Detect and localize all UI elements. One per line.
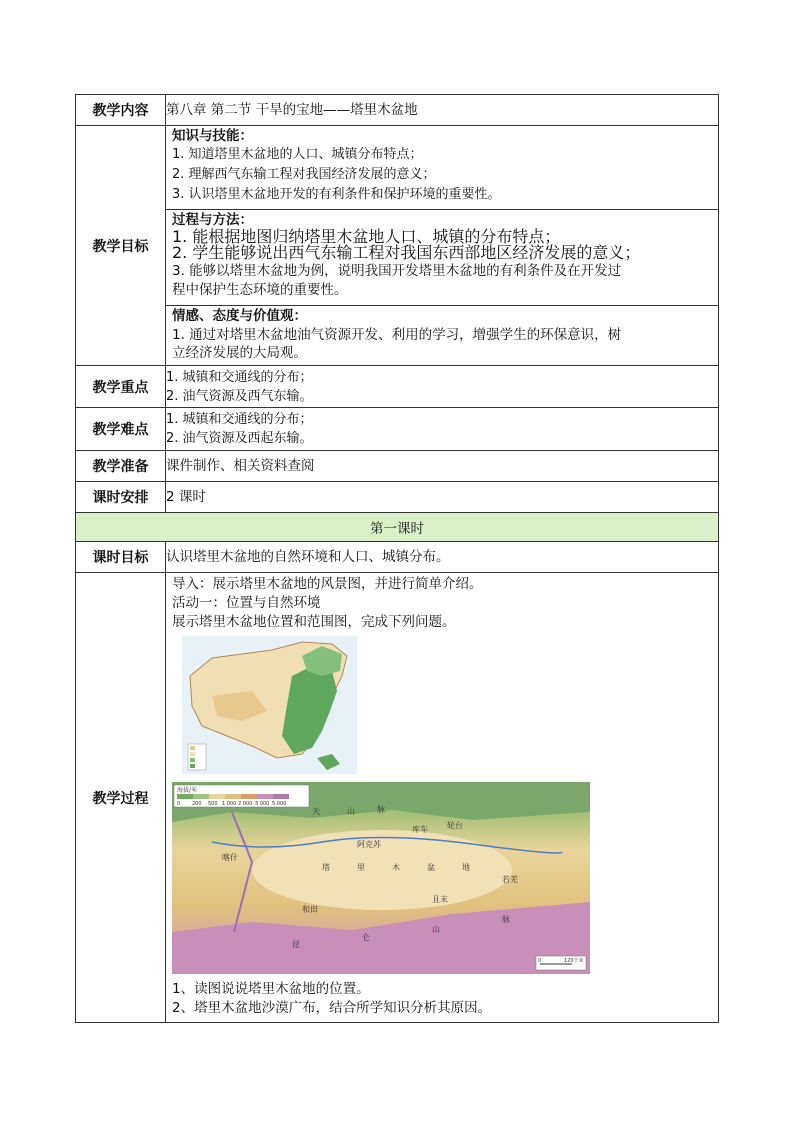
map-label: 昆 [292,940,300,949]
map-label: 若羌 [502,875,518,884]
key-point-item: 1. 城镇和交通线的分布； [166,369,313,385]
process-item: 程中保护生态环境的重要性。 [172,282,348,298]
map-label: 喀什 [222,853,238,862]
lesson-band: 第一课时 [76,513,719,542]
label-objectives: 教学目标 [76,126,166,366]
objectives-process [166,209,718,305]
legend-tick: 1 000 [222,801,237,807]
legend-tick: 5 000 [272,801,287,807]
process-line: 导入：展示塔里木盆地的风景图，并进行简单介绍。 [172,576,483,592]
map-label: 山 [347,807,355,816]
legend-tick: 500 [208,801,218,807]
china-map-image [182,636,357,774]
knowledge-item: 2. 理解西气东输工程对我国经济发展的意义； [172,167,436,182]
process-question: 2、塔里木盆地沙漠广布，结合所学知识分析其原因。 [172,1000,492,1016]
difficulties-cell [166,408,719,451]
value-content: 第八章 第二节 干旱的宝地——塔里木盆地 [166,95,719,126]
key-point-item: 2. 油气资源及西气东输。 [166,388,313,404]
legend-title: 海拔/米 [177,787,198,794]
map-label: 木 [392,863,400,872]
process-item: 2. 学生能够说出西气东输工程对我国东西部地区经济发展的意义； [172,243,641,262]
emotion-title: 情感、态度与价值观： [172,308,307,324]
map-label: 且末 [432,895,448,904]
scale-zero: 0 [538,958,542,964]
emotion-item: 1. 通过对塔里木盆地油气资源开发、利用的学习，增强学生的环保意识，树 [172,327,622,343]
label-process: 教学过程 [76,573,166,1023]
knowledge-item: 3. 认识塔里木盆地开发的有利条件和保护环境的重要性。 [172,187,501,202]
label-content: 教学内容 [76,95,166,126]
map-label: 阿克苏 [357,840,381,849]
lesson-plan-table [75,94,719,1023]
difficulty-item: 1. 城镇和交通线的分布； [166,412,313,427]
map-label: 地 [462,863,470,872]
legend-tick: 2 000 [238,801,253,807]
map-label: 塔 [322,863,330,872]
difficulty-item: 2. 油气资源及西起东输。 [166,431,313,446]
map-label: 脉 [377,805,385,814]
process-title: 过程与方法： [172,212,253,228]
objectives-cell [166,126,719,366]
label-lesson-goal: 课时目标 [76,542,166,573]
objectives-emotion [166,305,718,365]
map-label: 脉 [502,915,510,924]
process-line: 活动一：位置与自然环境 [172,595,321,611]
legend-tick: 3 000 [255,801,270,807]
knowledge-item: 1. 知道塔里木盆地的人口、城镇分布特点； [172,147,423,162]
map-label: 和田 [302,905,318,914]
label-difficulties: 教学难点 [76,408,166,451]
legend-tick: 0 [177,801,181,807]
process-line: 展示塔里木盆地位置和范围图，完成下列问题。 [172,614,456,630]
value-preparation: 课件制作、相关资料查阅 [166,451,719,482]
map-label: 天 [312,807,320,816]
tarim-basin-map-image [172,782,590,974]
map-label: 仑 [362,933,370,942]
map-label: 山 [432,925,440,934]
label-schedule: 课时安排 [76,482,166,513]
objectives-knowledge [166,126,718,209]
process-item: 3. 能够以塔里木盆地为例，说明我国开发塔里木盆地的有利条件及在开发过 [172,263,622,279]
value-schedule: 2 课时 [166,482,719,513]
process-item: 1. 能根据地图归纳塔里木盆地人口、城镇的分布特点； [172,227,561,246]
map-label: 盆 [427,863,435,872]
label-preparation: 教学准备 [76,451,166,482]
map-label: 库车 [412,825,428,834]
value-lesson-goal: 认识塔里木盆地的自然环境和人口、城镇分布。 [166,542,719,573]
label-key-points: 教学重点 [76,366,166,408]
knowledge-title: 知识与技能： [172,128,253,144]
key-points-cell [166,366,719,408]
scale-label: 120千米 [564,958,584,964]
map-label: 轮台 [447,821,463,830]
map-label: 里 [357,863,365,872]
emotion-item: 立经济发展的大局观。 [172,345,307,361]
legend-tick: 200 [192,801,202,807]
process-cell [166,573,719,1023]
process-question: 1、读图说说塔里木盆地的位置。 [172,981,370,997]
